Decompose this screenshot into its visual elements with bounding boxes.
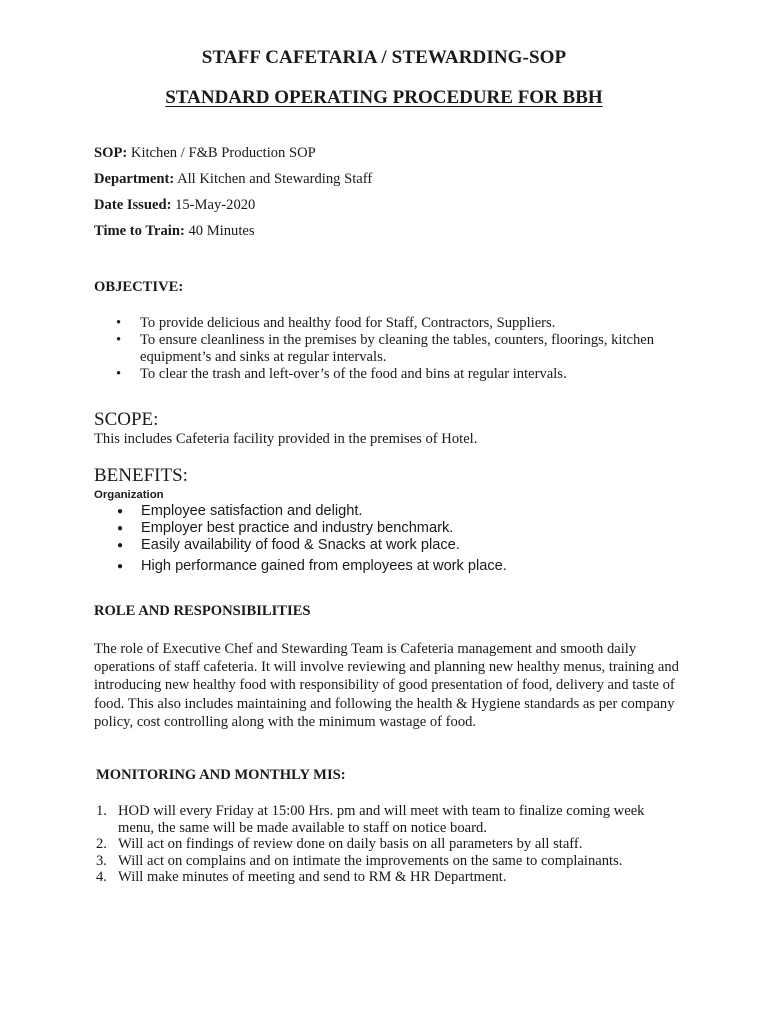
list-item bbox=[116, 366, 680, 383]
monitoring-heading: MONITORING AND MONTHLY MIS: bbox=[96, 767, 346, 783]
bullet-icon: ● bbox=[117, 540, 124, 551]
list-item bbox=[117, 537, 641, 554]
document-title: STAFF CAFETARIA / STEWARDING-SOP bbox=[201, 47, 567, 68]
meta-label: Date Issued: bbox=[94, 197, 172, 213]
list-item-text: HOD will every Friday at 15:00 Hrs. pm and will meet with team to finalize coming week menu, the same will be made available to staff on notice board. bbox=[118, 803, 645, 836]
list-item bbox=[116, 315, 680, 332]
roles-heading: ROLE AND RESPONSIBILITIES bbox=[94, 603, 311, 619]
list-item-number: 4. bbox=[96, 869, 107, 885]
roles-text: The role of Executive Chef and Stewarding Team is Cafeteria management and smooth daily operations of staff cafeteria. It will involve reviewing and planning new healthy menus, training and introducing new healthy food with responsibility of good presentation of food, delivery and taste of food. This also includes maintaining and following the health & Hygiene standards as per company policy, cost controlling along with the minimum wastage of food. bbox=[94, 641, 679, 730]
document-subtitle: STANDARD OPERATING PROCEDURE FOR BBH bbox=[165, 87, 603, 108]
list-item-text: To ensure cleanliness in the premises by cleaning the tables, counters, floorings, kitchen equipment’s and sinks at regular intervals. bbox=[140, 332, 655, 365]
benefits-subheading: Organization bbox=[94, 489, 164, 501]
meta-value: Kitchen / F&B Production SOP bbox=[127, 145, 316, 161]
list-item-text: Will make minutes of meeting and send to RM & HR Department. bbox=[118, 869, 507, 885]
meta-date-issued bbox=[94, 197, 255, 214]
list-item bbox=[117, 558, 641, 575]
meta-label: SOP: bbox=[94, 145, 128, 161]
meta-label: Department: bbox=[94, 171, 175, 187]
list-item-number: 1. bbox=[96, 803, 107, 819]
list-item-text: Will act on findings of review done on daily basis on all parameters by all staff. bbox=[118, 836, 583, 852]
scope-text: This includes Cafeteria facility provided in the premises of Hotel. bbox=[94, 431, 478, 447]
list-item-text: Will act on complains and on intimate the improvements on the same to complainants. bbox=[118, 852, 623, 869]
list-item-text: Employee satisfaction and delight. bbox=[141, 503, 363, 519]
list-item-text: Employer best practice and industry benchmark. bbox=[141, 520, 454, 536]
list-item-text: To provide delicious and healthy food for Staff, Contractors, Suppliers. bbox=[140, 315, 556, 331]
list-item-text: To clear the trash and left-over’s of the food and bins at regular intervals. bbox=[140, 366, 567, 382]
bullet-icon: • bbox=[116, 332, 122, 348]
meta-value: 40 Minutes bbox=[184, 223, 255, 239]
meta-label: Time to Train: bbox=[94, 223, 185, 239]
bullet-icon: • bbox=[116, 315, 122, 331]
list-item bbox=[116, 332, 680, 366]
bullet-icon: • bbox=[116, 366, 122, 382]
list-item bbox=[96, 803, 678, 836]
list-item bbox=[96, 852, 678, 870]
list-item bbox=[117, 503, 641, 520]
list-item-number: 2. bbox=[96, 836, 107, 852]
scope-heading: SCOPE: bbox=[94, 409, 159, 430]
monitoring-list bbox=[96, 803, 678, 886]
meta-sop bbox=[94, 145, 316, 162]
meta-time-to-train bbox=[94, 223, 255, 240]
bullet-icon: ● bbox=[117, 523, 124, 534]
meta-value: 15-May-2020 bbox=[171, 197, 256, 213]
list-item-number: 3. bbox=[96, 852, 107, 869]
list-item bbox=[96, 869, 678, 886]
objective-list bbox=[116, 315, 680, 383]
bullet-icon: ● bbox=[117, 506, 124, 517]
meta-department bbox=[94, 171, 372, 188]
objective-heading: OBJECTIVE: bbox=[94, 279, 184, 295]
list-item-text: High performance gained from employees at work place. bbox=[141, 558, 507, 574]
meta-value: All Kitchen and Stewarding Staff bbox=[174, 171, 373, 187]
bullet-icon: ● bbox=[117, 561, 124, 572]
benefits-heading: BENEFITS: bbox=[94, 465, 188, 486]
benefits-list bbox=[117, 503, 641, 575]
list-item bbox=[96, 836, 678, 853]
list-item-text: Easily availability of food & Snacks at work place. bbox=[141, 537, 460, 553]
list-item bbox=[117, 520, 641, 537]
